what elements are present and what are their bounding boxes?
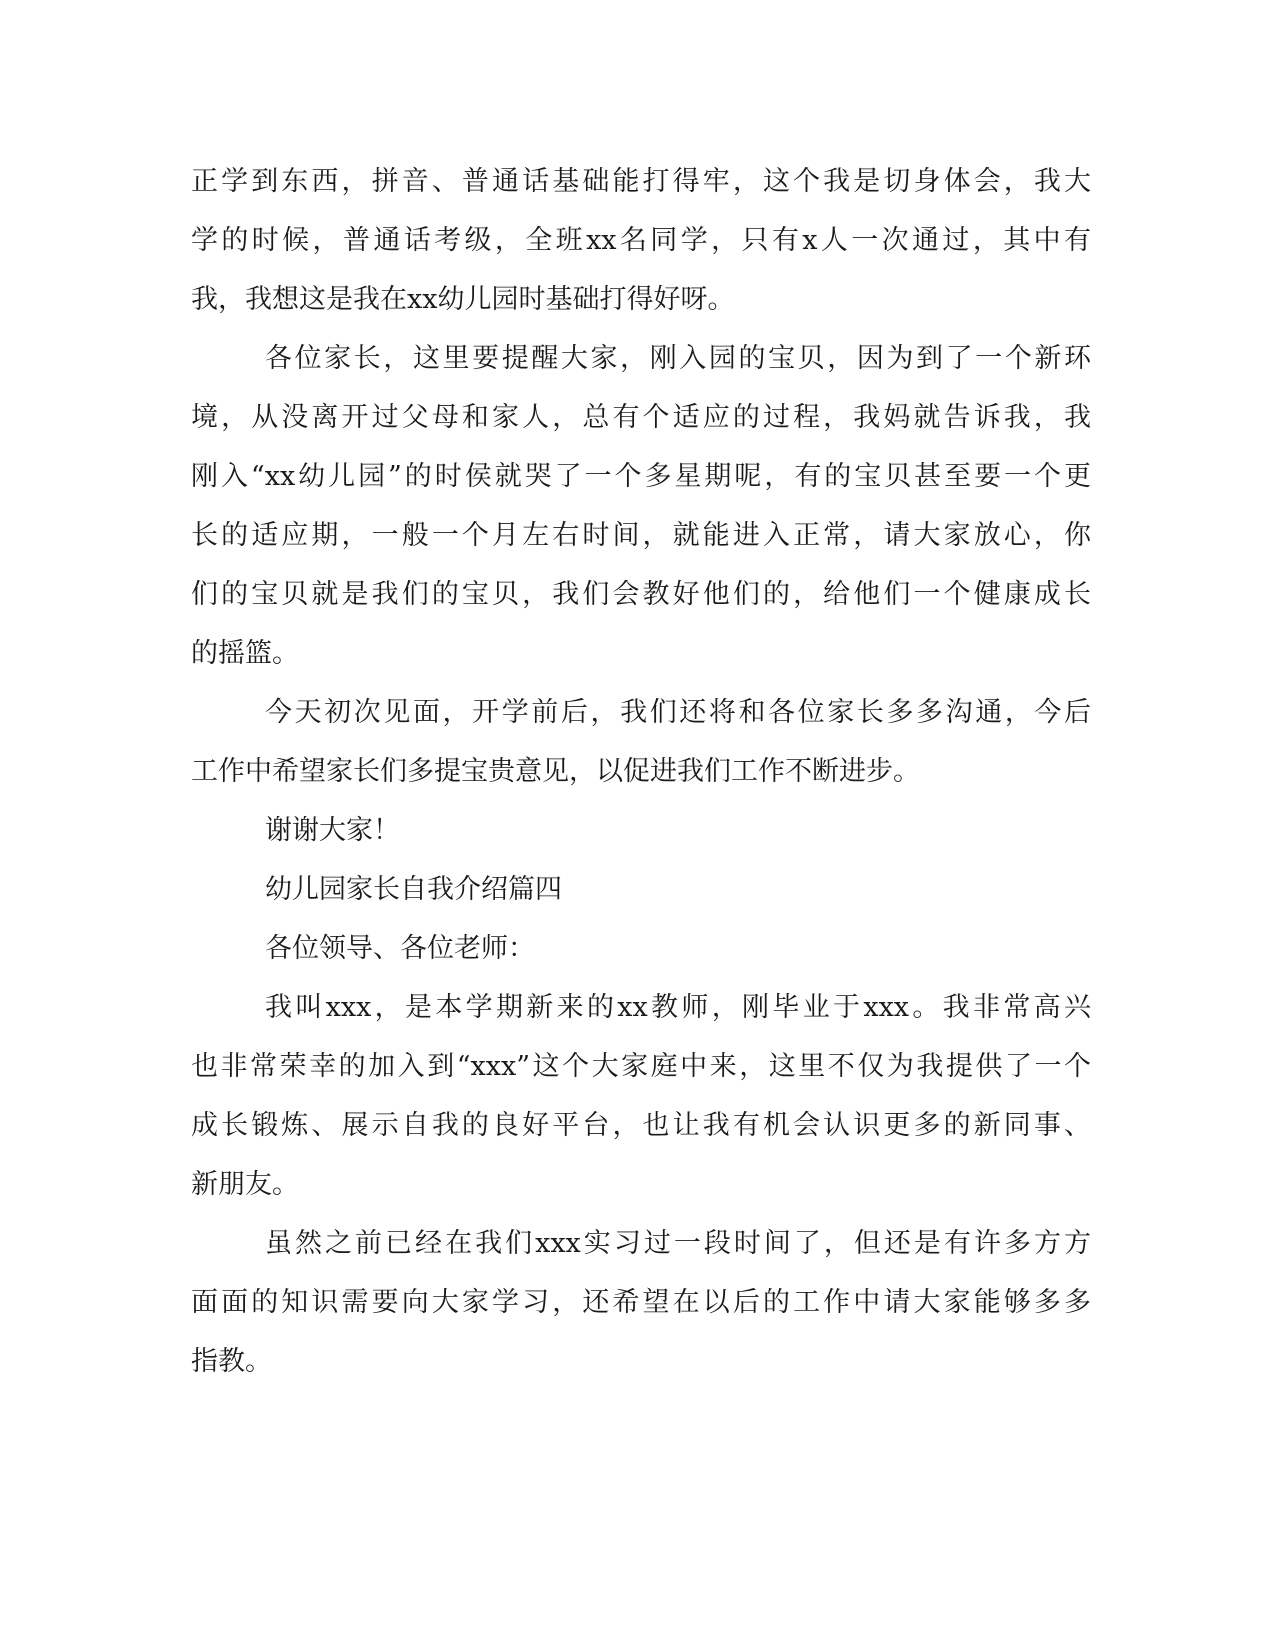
text-line: 工作中希望家长们多提宝贵意见，以促进我们工作不断进步。 bbox=[191, 756, 920, 787]
text-line: 我，我想这是我在xx幼儿园时基础打得好呀。 bbox=[191, 284, 735, 315]
text-line: 成长锻炼、展示自我的良好平台，也让我有机会认识更多的新同事、 bbox=[191, 1110, 1091, 1141]
text-line: 境，从没离开过父母和家人，总有个适应的过程，我妈就告诉我，我 bbox=[191, 402, 1091, 433]
text-line: 指教。 bbox=[191, 1346, 272, 1377]
text-line: 的摇篮。 bbox=[191, 638, 299, 669]
text-line: 学的时候，普通话考级，全班xx名同学，只有x人一次通过，其中有 bbox=[191, 225, 1091, 256]
closing-thanks: 谢谢大家！ bbox=[265, 815, 400, 846]
text-line: 今天初次见面，开学前后，我们还将和各位家长多多沟通，今后 bbox=[265, 697, 1091, 728]
text-line: 也非常荣幸的加入到“xxx”这个大家庭中来，这里不仅为我提供了一个 bbox=[191, 1051, 1091, 1082]
text-line: 新朋友。 bbox=[191, 1169, 299, 1200]
text-line: 各位家长，这里要提醒大家，刚入园的宝贝，因为到了一个新环 bbox=[265, 343, 1091, 374]
text-line: 我叫xxx，是本学期新来的xx教师，刚毕业于xxx。我非常高兴 bbox=[265, 992, 1091, 1023]
text-line: 刚入“xx幼儿园”的时侯就哭了一个多星期呢，有的宝贝甚至要一个更 bbox=[191, 461, 1091, 492]
text-line: 正学到东西，拼音、普通话基础能打得牢，这个我是切身体会，我大 bbox=[191, 166, 1091, 197]
section-title: 幼儿园家长自我介绍篇四 bbox=[265, 874, 562, 905]
text-line: 们的宝贝就是我们的宝贝，我们会教好他们的，给他们一个健康成长 bbox=[191, 579, 1091, 610]
salutation: 各位领导、各位老师： bbox=[265, 933, 535, 964]
text-line: 面面的知识需要向大家学习，还希望在以后的工作中请大家能够多多 bbox=[191, 1287, 1091, 1318]
text-line: 长的适应期，一般一个月左右时间，就能进入正常，请大家放心，你 bbox=[191, 520, 1091, 551]
text-line: 虽然之前已经在我们xxx实习过一段时间了，但还是有许多方方 bbox=[265, 1228, 1091, 1259]
